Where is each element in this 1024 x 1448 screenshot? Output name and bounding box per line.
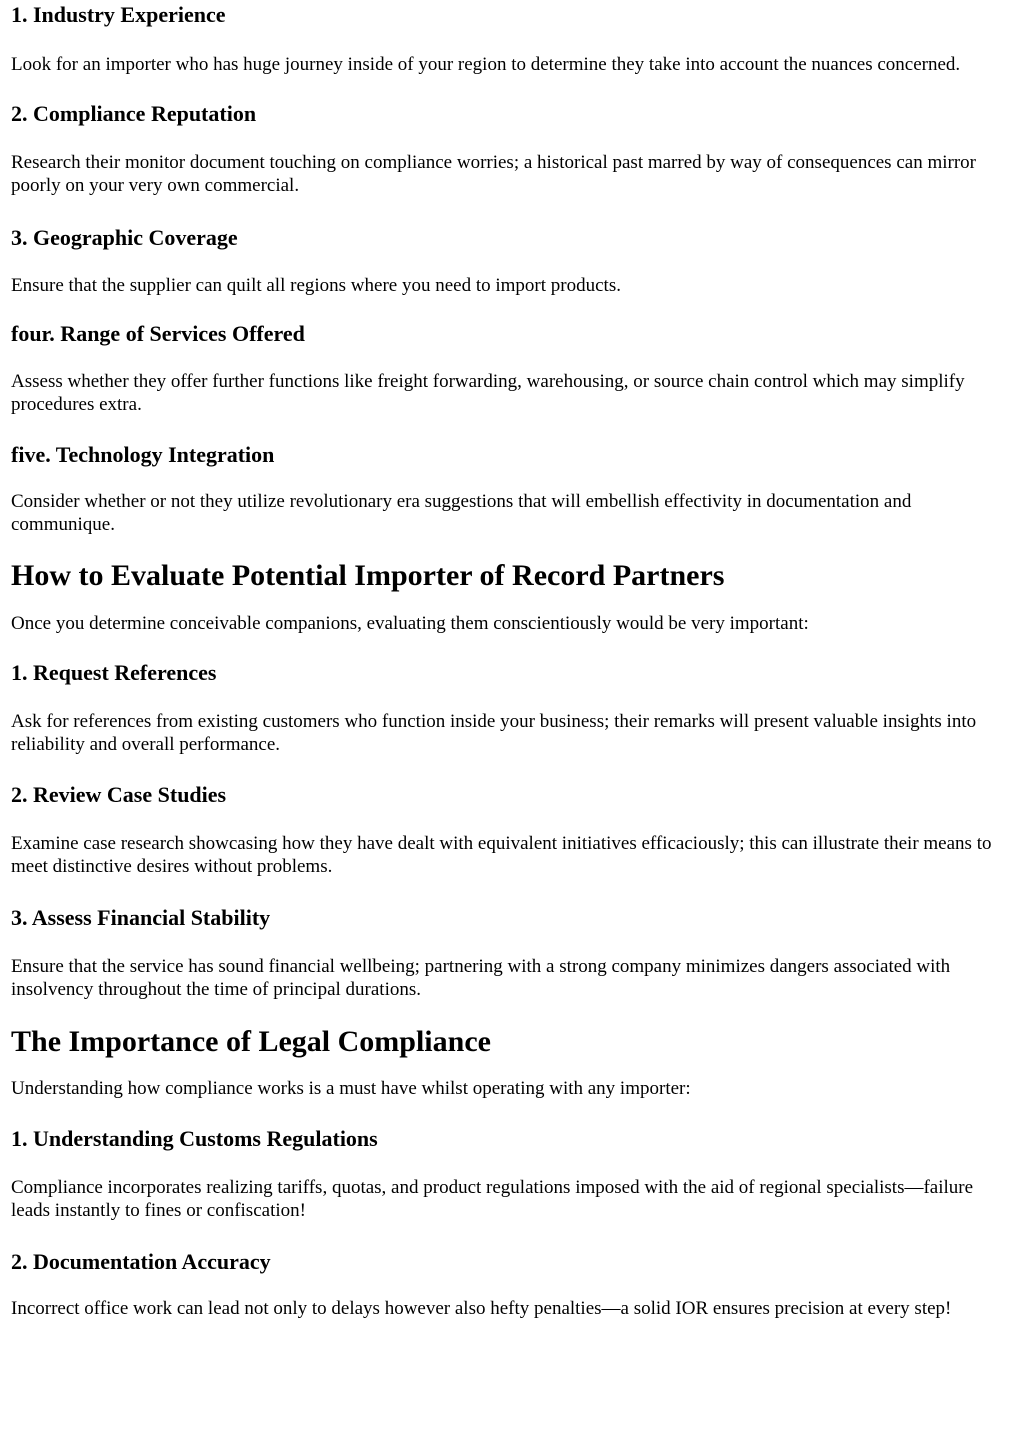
- paragraph-compliance-reputation: Research their monitor document touching on compliance worries; a historical past marred by way of consequences can mirror poorly on your very own commercial.: [11, 152, 976, 196]
- heading-technology-integration: five. Technology Integration: [11, 442, 275, 467]
- paragraph-customs-regulations: Compliance incorporates realizing tariffs, quotas, and product regulations imposed with the aid of regional specialists—failure leads instantly to fines or confiscation!: [11, 1177, 974, 1221]
- heading-request-references: 1. Request References: [11, 660, 217, 685]
- paragraph-assess-financial-stability: Ensure that the service has sound financial wellbeing; partnering with a strong company minimizes dangers associated with insolvency throughout the time of principal durations.: [11, 956, 951, 1000]
- heading-documentation-accuracy: 2. Documentation Accuracy: [11, 1249, 271, 1274]
- heading-geographic-coverage: 3. Geographic Coverage: [11, 225, 238, 250]
- heading-review-case-studies: 2. Review Case Studies: [11, 782, 227, 807]
- heading-compliance-reputation: 2. Compliance Reputation: [11, 101, 257, 126]
- paragraph-range-of-services: Assess whether they offer further functions like freight forwarding, warehousing, or source chain control which may simplify procedures extra.: [11, 371, 965, 415]
- paragraph-evaluate-intro: Once you determine conceivable companions, evaluating them conscientiously would be very important:: [11, 613, 809, 634]
- article-body: [0, 2, 1024, 1320]
- heading-customs-regulations: 1. Understanding Customs Regulations: [11, 1126, 378, 1151]
- paragraph-documentation-accuracy: Incorrect office work can lead not only to delays however also hefty penalties—a solid IOR ensures precision at every step!: [11, 1298, 952, 1319]
- heading-legal-compliance: The Importance of Legal Compliance: [11, 1025, 491, 1058]
- paragraph-request-references: Ask for references from existing customers who function inside your business; their remarks will present valuable insights into reliability and overall performance.: [11, 711, 977, 755]
- paragraph-legal-compliance-intro: Understanding how compliance works is a must have whilst operating with any importer:: [11, 1078, 691, 1099]
- heading-industry-experience: 1. Industry Experience: [11, 2, 226, 27]
- heading-range-of-services: four. Range of Services Offered: [11, 321, 305, 346]
- paragraph-industry-experience: Look for an importer who has huge journey inside of your region to determine they take into account the nuances concerned.: [11, 54, 961, 75]
- paragraph-geographic-coverage: Ensure that the supplier can quilt all regions where you need to import products.: [11, 275, 621, 296]
- paragraph-technology-integration: Consider whether or not they utilize revolutionary era suggestions that will embellish effectivity in documentation and communique.: [11, 491, 912, 535]
- heading-assess-financial-stability: 3. Assess Financial Stability: [11, 905, 271, 930]
- heading-evaluate-partners: How to Evaluate Potential Importer of Record Partners: [11, 559, 725, 592]
- paragraph-review-case-studies: Examine case research showcasing how they have dealt with equivalent initiatives efficaciously; this can illustrate their means to meet distinctive desires without problems.: [11, 833, 992, 877]
